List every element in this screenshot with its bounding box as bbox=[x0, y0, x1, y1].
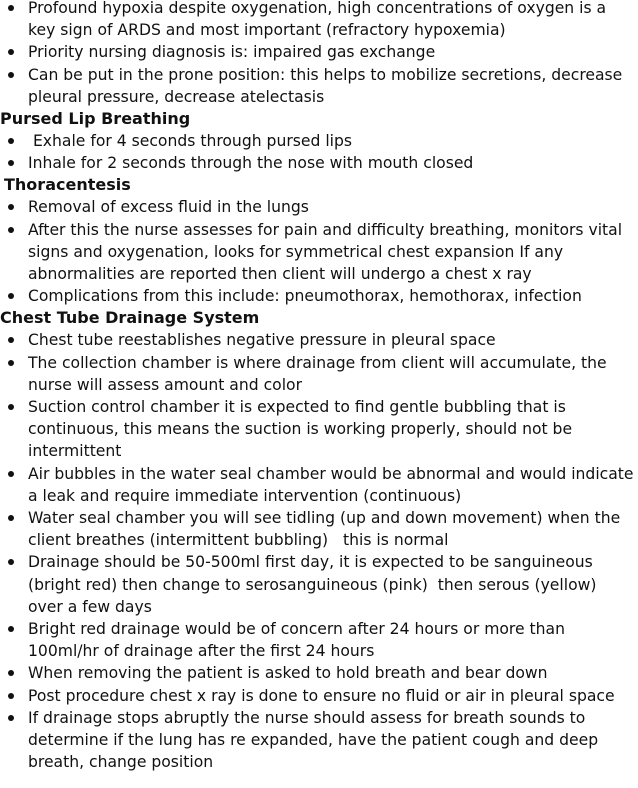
list-item: If drainage stops abruptly the nurse should assess for breath sounds to determine if the lung has re expanded, have the patient cough and deep breath, change position bbox=[0, 707, 634, 774]
list-item: Suction control chamber it is expected to find gentle bubbling that is continuous, this means the suction is working properly, should not be intermittent bbox=[0, 396, 634, 463]
pursed-lip-list bbox=[0, 130, 634, 174]
thoracentesis-list bbox=[0, 196, 634, 307]
list-item: Profound hypoxia despite oxygenation, high concentrations of oxygen is a key sign of ARDS and most important (refractory hypoxemia) bbox=[0, 0, 634, 41]
intro-list bbox=[0, 0, 634, 108]
list-item: After this the nurse assesses for pain and difficulty breathing, monitors vital signs and oxygenation, looks for symmetrical chest expansion If any abnormalities are reported then client will undergo a chest x ray bbox=[0, 219, 634, 286]
list-item: Inhale for 2 seconds through the nose with mouth closed bbox=[0, 152, 634, 174]
list-item: Bright red drainage would be of concern after 24 hours or more than 100ml/hr of drainage after the first 24 hours bbox=[0, 618, 634, 662]
list-item: Chest tube reestablishes negative pressure in pleural space bbox=[0, 329, 634, 351]
section-heading-thoracentesis: Thoracentesis bbox=[4, 175, 131, 195]
list-item: Drainage should be 50-500ml first day, it is expected to be sanguineous (bright red) then change to serosanguineous (pink) then serous (yellow) over a few days bbox=[0, 551, 634, 618]
chest-tube-list bbox=[0, 329, 634, 773]
list-item: Post procedure chest x ray is done to ensure no fluid or air in pleural space bbox=[0, 685, 634, 707]
list-item: Complications from this include: pneumothorax, hemothorax, infection bbox=[0, 285, 634, 307]
list-item: Removal of excess fluid in the lungs bbox=[0, 196, 634, 218]
list-item: Can be put in the prone position: this helps to mobilize secretions, decrease pleural pressure, decrease atelectasis bbox=[0, 64, 634, 108]
section-heading-chest-tube: Chest Tube Drainage System bbox=[0, 308, 260, 328]
list-item: Exhale for 4 seconds through pursed lips bbox=[0, 130, 634, 152]
list-item: Air bubbles in the water seal chamber would be abnormal and would indicate a leak and require immediate intervention (continuous) bbox=[0, 463, 634, 507]
list-item: Priority nursing diagnosis is: impaired gas exchange bbox=[0, 41, 634, 63]
list-item: Water seal chamber you will see tidling (up and down movement) when the client breathes (intermittent bubbling) this is normal bbox=[0, 507, 634, 551]
section-heading-pursed-lip: Pursed Lip Breathing bbox=[0, 109, 191, 129]
list-item: The collection chamber is where drainage from client will accumulate, the nurse will assess amount and color bbox=[0, 352, 634, 396]
list-item: When removing the patient is asked to hold breath and bear down bbox=[0, 662, 634, 684]
